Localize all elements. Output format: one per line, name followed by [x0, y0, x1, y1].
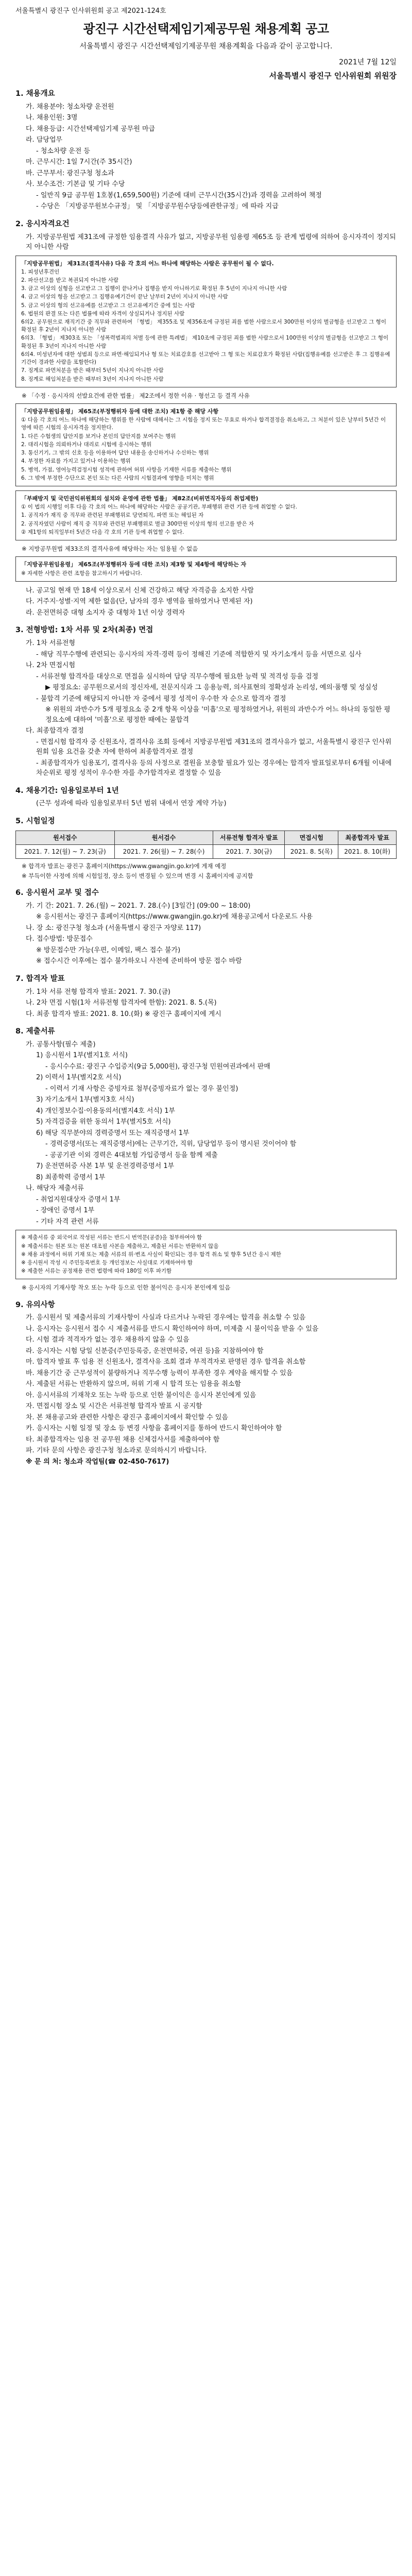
- list-item: - 장애인 증명서 1부: [36, 1207, 95, 1215]
- section-title: 4. 채용기간: 임용일로부터 1년: [15, 786, 119, 795]
- list-item: 사. 보수조건: 기본급 및 기타 수당: [26, 180, 125, 189]
- note: ※ 「수정 · 응시자의 선발요건에 관한 법률」 제2조에서 정한 이유 · 형선고 등 결격 사유: [22, 392, 250, 399]
- box-line: 1. 공직자가 재직 중 직무와 관련된 부패행위로 당연퇴직, 파면 또는 해임된 자: [21, 512, 204, 519]
- note: ※ 지방공무원법 제33조의 결격사유에 해당하는 자는 임용될 수 없음: [22, 545, 198, 553]
- box-line: ※ 제출한 서류는 공정채용 관련 법령에 따라 180일 이후 파기함: [21, 1268, 172, 1275]
- box-line: ※ 응시원서 작성 시 주민등록번호 등 개인정보는 사실대로 기재하여야 함: [21, 1259, 193, 1266]
- list-item: ※ 방문접수만 가능(우편, 이메일, 팩스 접수 불가): [36, 946, 181, 954]
- list-item: (근무 성과에 따라 임용일로부터 5년 범위 내에서 연장 계약 가능): [36, 800, 227, 808]
- list-item: - 기타 자격 관련 서류: [36, 1217, 99, 1226]
- list-item: 5) 자격검증을 위한 동의서 1부(별지5호 서식): [36, 1118, 171, 1126]
- list-item: 마. 근무시간: 1일 7시간(주 35시간): [26, 158, 132, 166]
- box-line: 6. 법원의 판결 또는 다른 법률에 따라 자격이 상실되거나 정지된 사람: [21, 310, 185, 317]
- table-cell: 2021. 8. 5(목): [285, 844, 338, 858]
- box-heading: 「부패방지 및 국민권익위원회의 설치와 운영에 관한 법률」 제82조(비위면직자등의 취업제한): [21, 495, 259, 502]
- box-line: 7. 징계로 파면처분을 받은 때부터 5년이 지나지 아니한 사람: [21, 367, 164, 374]
- list-item: 가. 지방공무원법 제31조에 규정한 임용결격 사유가 없고, 지방공무원 임용령 제65조 등 관계 법령에 의하여 응시자격이 정지되지 아니한 사람: [26, 233, 396, 251]
- list-item: - 최종합격자가 임용포기, 결격사유 등의 사정으로 결원을 보충할 필요가 있는 경우에는 합격자 발표일로부터 6개월 이내에 차순위로 평정 성적이 우수한 자를 추가합격자로 결정할 수 있음: [36, 759, 392, 777]
- list-item: ▶ 평정요소: 공무원으로서의 정신자세, 전문지식과 그 응용능력, 의사표현의 정확성과 논리성, 예의·품행 및 성실성: [45, 684, 378, 692]
- list-item: 다. 최종 합격자 발표: 2021. 8. 10.(화) ※ 광진구 홈페이지에 게시: [26, 1010, 221, 1018]
- section-title: 3. 전형방법: 1차 서류 및 2차(최종) 면접: [15, 626, 153, 635]
- box-heading: 「지방공무원임용령」 제65조(부정행위자 등에 대한 조치) 제1항 중 해당 사항: [21, 408, 219, 415]
- announcement-date: 2021년 7월 12일: [339, 58, 397, 66]
- legal-box-anticorruption: [15, 490, 397, 540]
- box-line: 3. 금고 이상의 실형을 선고받고 그 집행이 끝나거나 집행을 받지 아니하기로 확정된 후 5년이 지나지 아니한 사람: [21, 285, 287, 292]
- list-item: ※ 위원의 과반수가 5개 평정요소 중 2개 항목 이상을 '미흡'으로 평정하였거나, 위원의 과반수가 어느 하나의 동일한 평정요소에 대하여 '미흡'으로 평정한 때에는 불합격: [45, 706, 390, 724]
- box-line: 1. 피성년후견인: [21, 268, 60, 275]
- contact-info: ※ 문 의 처: 청소과 작업팀(☎ 02-450-7617): [26, 1458, 169, 1466]
- list-item: 차. 본 채용공고와 관련한 사항은 광진구 홈페이지에서 확인할 수 있음: [26, 1413, 228, 1421]
- list-item: ※ 접수시간 이후에는 접수 불가하오니 사전에 준비하여 방문 접수 바람: [36, 957, 242, 965]
- note: ※ 응시자의 기재사항 착오 또는 누락 등으로 인한 불이익은 응시자 본인에게 있음: [22, 1284, 231, 1292]
- section-title: 1. 채용개요: [15, 90, 55, 98]
- list-item: 4) 개인정보수집·이용동의서(별지4호 서식) 1부: [36, 1107, 176, 1115]
- box-heading: 「지방공무원임용령」 제65조(부정행위자 등에 대한 조치) 제3항 및 제4항에 해당하는 자: [21, 561, 247, 568]
- list-item: - 공공기관 이외 경력은 4대보험 가입증명서 등을 함께 제출: [45, 1151, 218, 1159]
- box-heading: 「지방공무원법」 제31조(결격사유) 다음 각 호의 어느 하나에 해당하는 사람은 공무원이 될 수 없다.: [21, 260, 274, 267]
- box-line: 6의4. 미성년자에 대한 성범죄 등으로 파면·해임되거나 형 또는 치료감호를 선고받아 그 형 또는 치료감호가 확정된 사람(집행유예를 선고받은 후 그 집행유예기간이 경과한 사람을 포함한다): [21, 351, 390, 366]
- table-header: 원서접수: [16, 831, 115, 844]
- page-title: 광진구 시간선택제임기제공무원 채용계획 공고: [83, 21, 329, 36]
- list-item: 나. 공고일 현재 만 18세 이상으로서 신체 건강하고 해당 자격증을 소지한 사람: [26, 586, 254, 595]
- list-item: 1) 응시원서 1부(별지1호 서식): [36, 1052, 128, 1060]
- list-item: - 면접시험 합격자 중 신원조사, 결격사유 조회 등에서 지방공무원법 제31조의 결격사유가 없고, 서울특별시 광진구 인사위원회 임용 요건을 갖춘 자에 한하여 최종합격자로 결정: [36, 738, 392, 756]
- box-line: 6. 그 밖에 부정한 수단으로 본인 또는 다른 사람의 시험결과에 영향을 미치는 행위: [21, 474, 214, 481]
- section-term: [15, 786, 397, 809]
- issuer: 서울특별시 광진구 인사위원회 위원장: [269, 71, 397, 80]
- box-line: 1. 다른 수험생의 답안지를 보거나 본인의 답안지를 보여주는 행위: [21, 433, 176, 439]
- box-line: ① 다음 각 호의 어느 하나에 해당하는 행위를 한 사람에 대해서는 그 시험을 정지 또는 무효로 하거나 합격결정을 취소하고, 그 처분이 있은 날부터 5년간 이 영에 따른 시험의 응시자격을 정지한다.: [21, 417, 386, 431]
- list-item: 나. 응시자는 응시원서 접수 시 제출서류를 반드시 확인하여야 하며, 미제출 시 불이익을 받을 수 있음: [26, 1325, 319, 1333]
- section-qualification: [15, 219, 397, 618]
- box-line: ※ 제출서류는 원본 또는 원본 대조필 사본을 제출하고, 제출된 서류는 반환하지 않음: [21, 1243, 219, 1249]
- section-title: 2. 응시자격요건: [15, 219, 70, 228]
- list-item: ※ 응시원서는 광진구 홈페이지(https://www.gwangjin.go.kr)에 채용공고에서 다운로드 사용: [36, 913, 313, 921]
- section-documents: [15, 1026, 397, 1293]
- list-item: 다. 채용등급: 시간선택제임기제 공무원 마급: [26, 125, 156, 133]
- list-item: 자. 면접시험 장소 및 시간은 서류전형 합격자 발표 시 공지함: [26, 1402, 202, 1411]
- section-results: [15, 974, 397, 1019]
- list-item: - 해당 직무수행에 관련되는 응시자의 자격·경력 등이 정해진 기준에 적합한지 및 자기소개서 등을 서면으로 심사: [36, 650, 362, 658]
- table-cell: 2021. 7. 30(금): [213, 844, 285, 858]
- box-line: ① 이 법의 시행일 이후 다음 각 호의 어느 하나에 해당하는 사람은 공공기관, 부패행위 관련 기관 등에 취업할 수 없다.: [21, 504, 297, 511]
- list-item: 라. 응시자는 시험 당일 신분증(주민등록증, 운전면허증, 여권 등)을 지참하여야 함: [26, 1347, 264, 1355]
- box-line: ② 제1항의 퇴직일부터 5년간 다음 각 호의 기관 등에 취업할 수 없다.: [21, 529, 184, 535]
- section-title: 9. 유의사항: [15, 1300, 55, 1309]
- table-header: 서류전형 합격자 발표: [213, 831, 285, 844]
- table-header-row: [16, 831, 397, 844]
- list-item: 나. 2차 면접 시험(1차 서류전형 합격자에 한함): 2021. 8. 5.(목): [26, 999, 217, 1007]
- list-item: 다. 접수방법: 방문접수: [26, 935, 93, 943]
- list-item: 사. 제출된 서류는 반환하지 않으며, 허위 기재 시 합격 또는 임용을 취소함: [26, 1380, 241, 1388]
- box-line: ※ 제출서류 중 외국어로 작성된 서류는 반드시 번역문(공증)을 첨부하여야 함: [21, 1234, 202, 1241]
- list-item: 6) 해당 직무분야의 경력증명서 또는 재직증명서 1부: [36, 1129, 190, 1137]
- table-header: 원서검수: [114, 831, 213, 844]
- box-line: 5. 병역, 가점, 영어능력검정시험 성적에 관하여 허위 사항을 기재한 서류를 제출하는 행위: [21, 466, 232, 473]
- list-item: 가. 공통사항(필수 제출): [26, 1040, 96, 1048]
- list-item: 타. 최종합격자는 임용 전 공무원 채용 신체검사서를 제출하여야 함: [26, 1435, 220, 1444]
- list-item: 다. 거주지·성별·지역 제한 없음(단, 남자의 경우 병역을 필하였거나 면제된 자): [26, 598, 253, 606]
- section-title: 6. 응시원서 교부 및 접수: [15, 889, 99, 897]
- list-item: 가. 1차 서류 전형 합격자 발표: 2021. 7. 30.(금): [26, 988, 170, 996]
- list-item: 마. 합격자 발표 후 임용 전 신원조사, 결격사유 조회 결과 부적격자로 판명된 경우 합격을 취소함: [26, 1358, 306, 1366]
- list-item: 다. 최종합격자 결정: [26, 727, 84, 735]
- note: ※ 부득이한 사정에 의해 시험일정, 장소 등이 변경될 수 있으며 변경 시 홈페이지에 공지함: [22, 872, 253, 879]
- section-schedule: [15, 816, 397, 880]
- section-title: 7. 합격자 발표: [15, 974, 65, 983]
- document-reference: 서울특별시 광진구 인사위원회 공고 제2021-124호: [15, 7, 166, 15]
- section-overview: [15, 89, 397, 212]
- section-selection: [15, 625, 397, 778]
- list-item: 가. 1차 서류전형: [26, 639, 76, 648]
- box-line: 5. 금고 이상의 형의 선고유예를 선고받고 그 선고유예기간 중에 있는 사람: [21, 302, 195, 309]
- table-cell: 2021. 7. 12(월) ~ 7. 23(금): [16, 844, 115, 858]
- box-line: 2. 대리시험을 의뢰하거나 대리로 시험에 응시하는 행위: [21, 441, 152, 448]
- documents-notice-box: [15, 1230, 397, 1279]
- box-line: 4. 금고 이상의 형을 선고받고 그 집행유예기간이 끝난 날부터 2년이 지나지 아니한 사람: [21, 294, 228, 300]
- list-item: 파. 기타 문의 사항은 광진구청 청소과로 문의하시기 바랍니다.: [26, 1447, 207, 1455]
- table-row: [16, 844, 397, 858]
- list-item: - 서류전형 합격자를 대상으로 면접을 실시하여 담당 직무수행에 필요한 능력 및 적격성 등을 검정: [36, 672, 319, 681]
- table-header: 최종합격자 발표: [338, 831, 397, 844]
- section-application: [15, 888, 397, 967]
- legal-box-appointment: [15, 556, 397, 581]
- list-item: 2) 이력서 1부(별지2호 서식): [36, 1074, 122, 1082]
- section-title: 8. 제출서류: [15, 1027, 55, 1036]
- box-line: 4. 부정한 자료를 가지고 있거나 이용하는 행위: [21, 458, 131, 465]
- list-item: 라. 담당업무: [26, 136, 63, 144]
- list-item: - 응시수수료: 광진구 수입증지(9급 5,000원), 광진구청 민원여권과에서 판매: [45, 1062, 270, 1071]
- list-item: - 이력서 기재 사항은 증빙자료 첨부(증빙자료가 없는 경우 불인정): [45, 1084, 238, 1093]
- box-line: 2. 공직자였던 사람이 재직 중 직무와 관련된 부패행위로 벌금 300만원 이상의 형의 선고를 받은 자: [21, 520, 254, 527]
- box-line: 6의2. 공무원으로 재직기간 중 직무와 관련하여 「형법」 제355조 및 제356조에 규정된 죄를 범한 사람으로서 300만원 이상의 벌금형을 선고받고 그 형이 확정된 후 2년이 지나지 아니한 사람: [21, 319, 386, 333]
- list-item: 나. 장 소: 광진구청 청소과 (서울특별시 광진구 자양로 117): [26, 924, 201, 932]
- table-cell: 2021. 8. 10(화): [338, 844, 397, 858]
- list-item: - 청소차량 운전 등: [36, 147, 90, 155]
- list-item: 가. 기 간: 2021. 7. 26.(월) ~ 2021. 7. 28.(수) [3일간] (09:00 ~ 18:00): [26, 902, 251, 910]
- legal-box-misconduct: [15, 403, 397, 486]
- list-item: - 수당은 「지방공무원보수규정」 및 「지방공무원수당등에관한규정」에 따라 지급: [36, 202, 279, 211]
- intro-text: 서울특별시 광진구 시간선택제임기제공무원 채용계획을 다음과 같이 공고합니다.: [79, 42, 333, 50]
- section-title: 5. 시험일정: [15, 817, 55, 825]
- list-item: 카. 응시자는 시험 일정 및 장소 등 변경 사항을 홈페이지를 통하여 반드시 확인하여야 함: [26, 1425, 282, 1433]
- list-item: 나. 채용인원: 3명: [26, 114, 78, 122]
- list-item: 나. 해당자 제출서류: [26, 1184, 84, 1193]
- list-item: 3) 자기소개서 1부(별지3호 서식): [36, 1096, 134, 1104]
- list-item: 나. 2차 면접시험: [26, 662, 76, 670]
- list-item: 바. 채용기간 중 근무성적이 불량하거나 직무수행 능력이 부족한 경우 계약을 해지할 수 있음: [26, 1369, 293, 1377]
- box-line: 6의3. 「형법」 제303조 또는 「성폭력범죄의 처벌 등에 관한 특례법」 제10조에 규정된 죄를 범한 사람으로서 100만원 이상의 벌금형을 선고받고 그 형이 확정된 후 3년이 지나지 아니한 사람: [21, 335, 389, 349]
- box-line: 2. 파산선고를 받고 복권되지 아니한 사람: [21, 277, 118, 283]
- legal-box-disqualification: [15, 256, 397, 387]
- list-item: 8) 최종학력 증명서 1부: [36, 1173, 106, 1181]
- box-line: ※ 자세한 사항은 관련 조항을 참고하시기 바랍니다.: [21, 570, 143, 577]
- list-item: 7) 운전면허증 사본 1부 및 운전경력증명서 1부: [36, 1162, 175, 1171]
- table-cell: 2021. 7. 26(월) ~ 7. 28(수): [114, 844, 213, 858]
- list-item: - 일반직 9급 공무원 1호봉(1,659,500원) 기준에 대비 근무시간(35시간)과 경력을 고려하여 책정: [36, 191, 322, 199]
- list-item: - 취업지원대상자 증명서 1부: [36, 1195, 121, 1204]
- note: ※ 합격자 발표는 광진구 홈페이지(https://www.gwangjin.go.kr)에 게재 예정: [22, 862, 227, 870]
- list-item: 가. 응시원서 및 제출서류의 기재사항이 사실과 다르거나 누락된 경우에는 합격을 취소할 수 있음: [26, 1314, 306, 1322]
- list-item: 아. 응시서류의 기재착오 또는 누락 등으로 인한 불이익은 응시자 본인에게 있음: [26, 1391, 256, 1399]
- list-item: 다. 시험 결과 적격자가 없는 경우 채용하지 않을 수 있음: [26, 1336, 190, 1344]
- box-line: 8. 징계로 해임처분을 받은 때부터 3년이 지나지 아니한 사람: [21, 376, 164, 382]
- box-line: ※ 채용 과정에서 허위 기재 또는 제출 서류의 위·변조 사실이 확인되는 경우 합격 취소 및 향후 5년간 응시 제한: [21, 1251, 281, 1258]
- list-item: 라. 운전면허증 대형 소지자 중 대형차 1년 이상 경력자: [26, 608, 185, 617]
- box-line: 3. 통신기기, 그 밖의 신호 등을 이용하여 답안 내용을 송신하거나 수신하는 행위: [21, 450, 209, 456]
- list-item: 가. 채용분야: 청소차량 운전원: [26, 103, 114, 111]
- table-header: 면접시험: [285, 831, 338, 844]
- schedule-table: [15, 831, 397, 859]
- list-item: 바. 근무부서: 광진구청 청소과: [26, 169, 114, 177]
- list-item: - 경력증명서(또는 재직증명서)에는 근무기간, 직위, 담당업무 등이 명시된 것이어야 함: [45, 1140, 297, 1148]
- section-notices: [15, 1300, 397, 1467]
- list-item: - 불합격 기준에 해당되지 아니한 자 중에서 평정 성적이 우수한 자 순으로 합격자 결정: [36, 694, 286, 703]
